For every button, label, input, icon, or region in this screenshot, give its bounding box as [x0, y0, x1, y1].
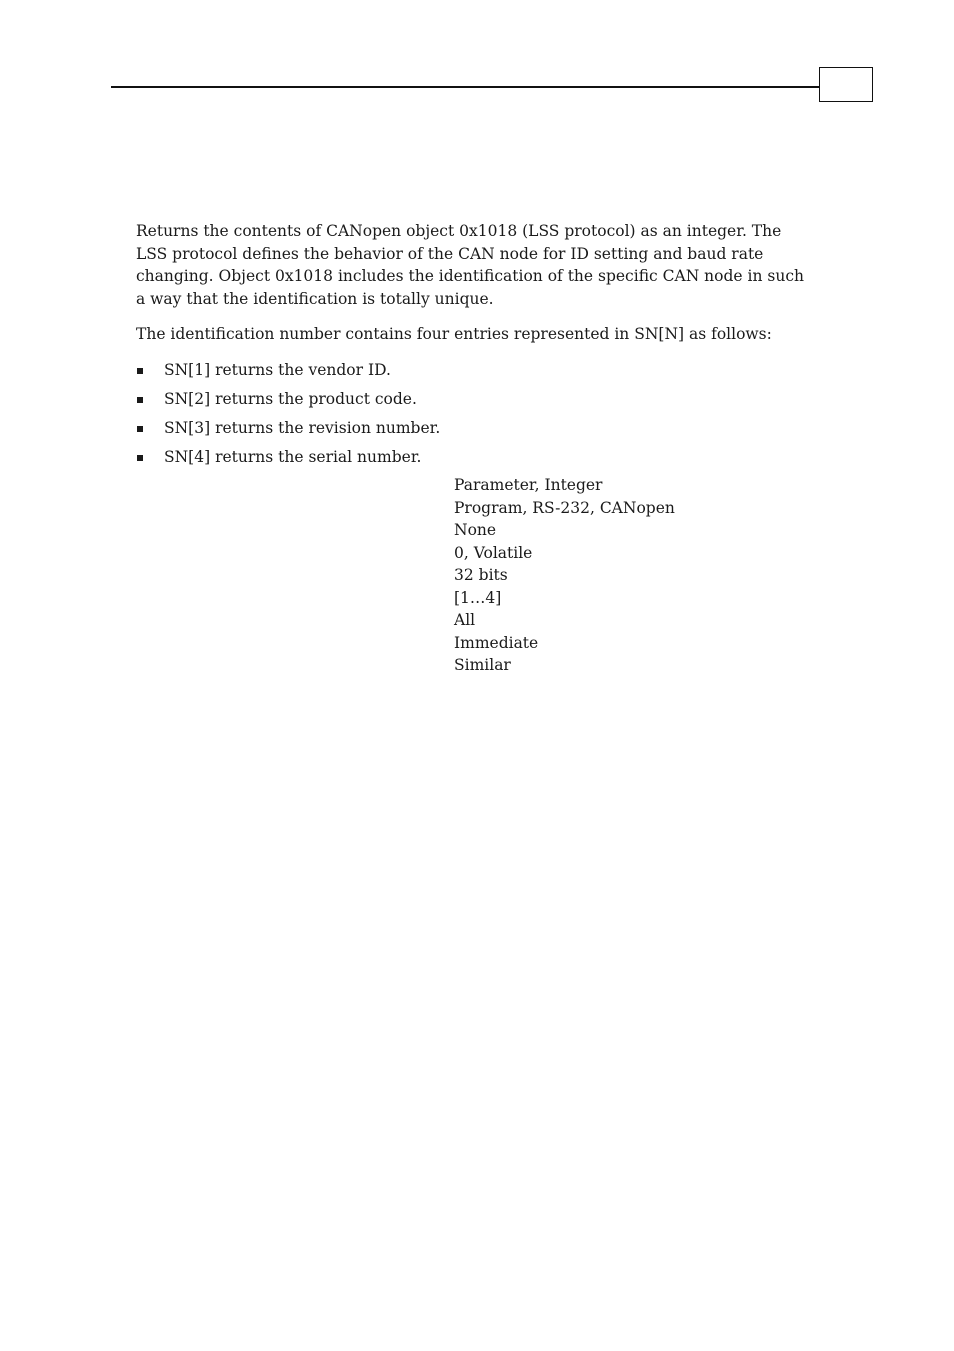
- property-value: Parameter, Integer: [454, 476, 603, 494]
- list-item: [136, 417, 806, 440]
- description-paragraph-2: The identification number contains four entries represented in SN[N] as follows:: [136, 325, 772, 343]
- property-value: Immediate: [454, 633, 539, 652]
- list-item-text: SN[3] returns the revision number.: [164, 418, 441, 437]
- sn-entries-list: [136, 359, 806, 469]
- list-item-text: SN[2] returns the product code.: [164, 389, 417, 408]
- property-value: 32 bits: [454, 566, 508, 584]
- square-bullet-icon: [137, 455, 143, 461]
- description-paragraph-1: Returns the contents of CANopen object 0x1018 (LSS protocol) as an integer. The LSS protocol defines the behavior of the CAN node for ID setting and baud rate changing. Object 0x1018 includes the identification of the specific CAN node in such a way that the identification is totally unique.: [136, 222, 804, 308]
- property-value: All: [454, 611, 476, 629]
- list-item-text: SN[1] returns the vendor ID.: [164, 360, 391, 379]
- property-value: Similar: [454, 656, 511, 674]
- list-item: [136, 359, 806, 382]
- list-item: [136, 446, 806, 469]
- list-item: [136, 388, 806, 411]
- property-value: None: [454, 521, 497, 539]
- property-value: 0, Volatile: [454, 543, 533, 562]
- properties-table: [454, 474, 675, 677]
- header-rule: [111, 86, 819, 88]
- list-item-text: SN[4] returns the serial number.: [164, 447, 422, 466]
- page-number-box: [819, 67, 873, 102]
- property-value: Program, RS-232, CANopen: [454, 498, 675, 517]
- square-bullet-icon: [137, 368, 143, 374]
- property-value: [1…4]: [454, 588, 502, 607]
- square-bullet-icon: [137, 426, 143, 432]
- description-section: [136, 220, 806, 475]
- square-bullet-icon: [137, 397, 143, 403]
